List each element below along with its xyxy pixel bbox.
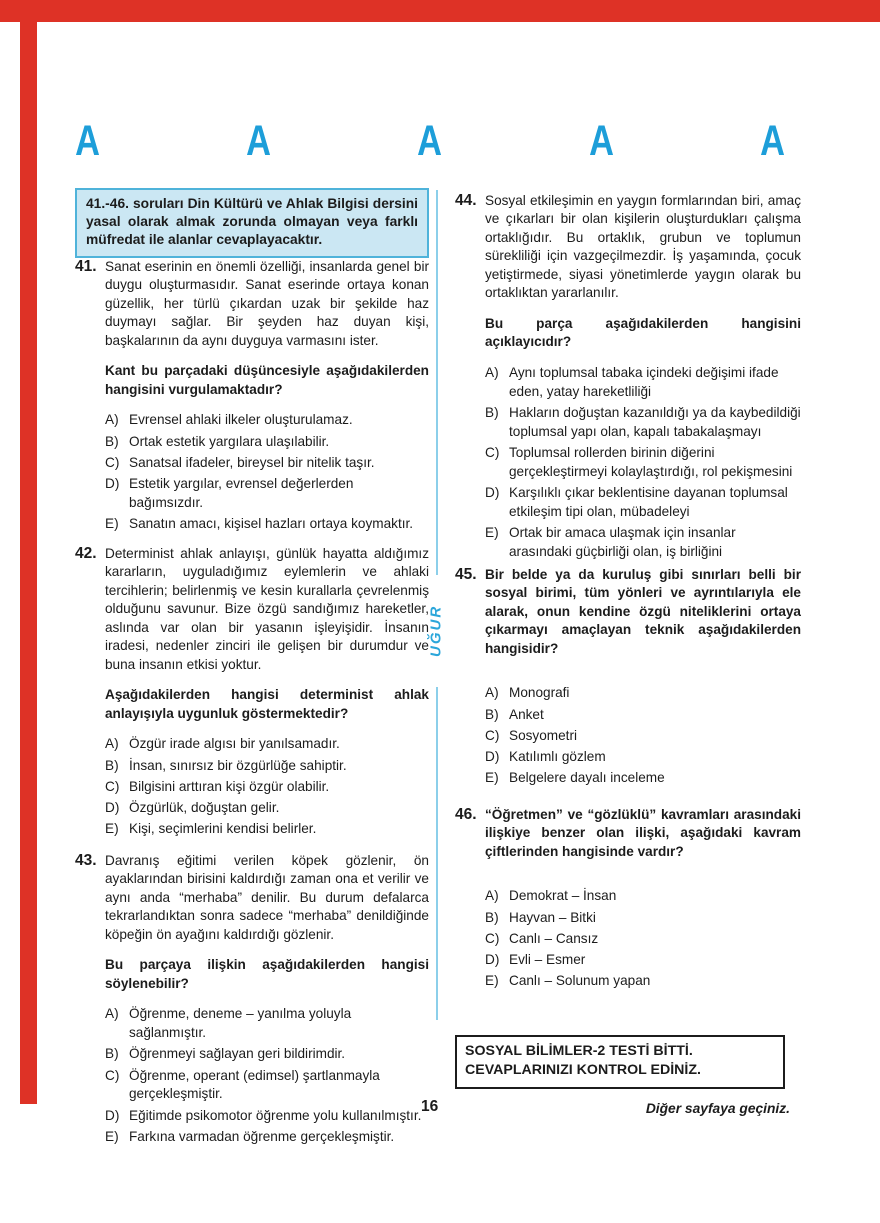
option-b (105, 757, 429, 776)
option-text: Evli – Esmer (509, 952, 586, 968)
question-46 (455, 806, 801, 994)
option-text: Öğrenme, deneme – yanılma yoluyla sağlanmıştır. (129, 1006, 352, 1041)
option-d (105, 1107, 429, 1126)
option-a (485, 887, 801, 906)
option-e (105, 515, 429, 534)
question-number: 42. (75, 545, 97, 562)
option-text: Sosyometri (509, 727, 577, 743)
question-number: 45. (455, 566, 477, 583)
question-41 (75, 258, 429, 536)
option-text: Öğrenme, operant (edimsel) şartlanmayla gerçekleşmiştir. (129, 1067, 380, 1102)
option-text: Demokrat – İnsan (509, 888, 617, 904)
option-d (485, 951, 801, 970)
end-of-test-line2: CEVAPLARINIZI KONTROL EDİNİZ. (465, 1062, 701, 1079)
option-text: Özgür irade algısı bir yanılsamadır. (129, 736, 340, 752)
option-letter: B) (105, 433, 119, 449)
option-text: Anket (509, 706, 544, 722)
option-c (485, 727, 801, 746)
question-prompt: Bu parça aşağıdakilerden hangisini açıklayıcıdır? (485, 315, 801, 350)
option-text: Canlı – Solunum yapan (509, 973, 651, 989)
option-b (105, 1045, 429, 1064)
option-letter: E) (485, 770, 499, 786)
option-letter: E) (485, 524, 499, 540)
option-letter: B) (485, 706, 499, 722)
option-letter: A) (485, 364, 499, 380)
option-text: Özgürlük, doğuştan gelir. (129, 800, 280, 816)
option-c (105, 1067, 429, 1105)
end-of-test-box (455, 1035, 785, 1089)
option-c (485, 930, 801, 949)
option-a (105, 1005, 429, 1043)
options-list (485, 364, 801, 562)
question-45 (455, 566, 801, 791)
question-prompt: Aşağıdakilerden hangisi determinist ahlak anlayışıyla uygunluk göstermektedir? (105, 687, 429, 721)
option-b (485, 909, 801, 928)
option-a (105, 735, 429, 754)
question-stem: Determinist ahlak anlayışı, günlük hayatta aldığımız kararların, uyguladığımız eylemlerin ve ahlaki tercihlerin; belirlenmiş ve kesin kurallarla çevrelenmiş olduğunu savunur. Bize özgü sandığımız hareketler, aslında var olan bir yasanın işleyişidir. İnsanın iradesi, nedenler zinciri ile gelişen bir durumdur ve buna insanın etkisi yoktur. (105, 546, 429, 672)
option-d (105, 799, 429, 818)
option-text: Belgelere dayalı inceleme (509, 770, 665, 786)
option-e (485, 769, 801, 788)
option-text: Monografi (509, 685, 570, 701)
option-letter: A) (105, 736, 119, 752)
form-letter-row (72, 117, 788, 165)
form-letter-a: A (588, 117, 614, 165)
option-text: Ortak estetik yargılara ulaşılabilir. (129, 433, 330, 449)
option-letter: C) (105, 778, 120, 794)
option-letter: D) (485, 484, 500, 500)
form-letter-a: A (75, 117, 100, 165)
question-number: 43. (75, 852, 97, 869)
option-letter: A) (105, 412, 119, 428)
option-text: Katılımlı gözlem (509, 749, 606, 765)
option-letter: D) (485, 749, 500, 765)
question-44 (455, 192, 801, 564)
option-text: İnsan, sınırsız bir özgürlüğe sahiptir. (129, 757, 347, 773)
option-text: Kişi, seçimlerini kendisi belirler. (129, 821, 317, 837)
option-e (105, 1128, 429, 1147)
question-number: 46. (455, 806, 477, 823)
option-text: Sanatsal ifadeler, bireysel bir nitelik taşır. (129, 454, 375, 470)
options-list (485, 684, 801, 788)
option-letter: D) (105, 476, 120, 492)
option-e (105, 820, 429, 839)
question-stem: “Öğretmen” ve “gözlüklü” kavramları arasındaki ilişkiye benzer olan ilişki, aşağıdaki kavram çiftlerinden hangisinde vardır? (485, 807, 801, 859)
question-43 (75, 852, 429, 1149)
question-stem: Sanat eserinin en önemli özelliği, insanlarda genel bir duygu oluşturmasıdır. Sanat eserinde ortaya konan güzellik, her türlü çıkardan uzak bir şekilde haz duymayı sağlar. Bir şeyden haz duyan kişi, başkalarının da aynı duyguya varmasını ister. (105, 259, 429, 348)
option-letter: A) (485, 685, 499, 701)
option-letter: C) (485, 444, 500, 460)
option-letter: B) (105, 757, 119, 773)
question-stem: Sosyal etkileşimin en yaygın formlarından biri, amaç ve çıkarları bir olan kişilerin oluşturdukları çalışma ortaklığıdır. Bu ortaklık, grubun ve toplumun sürekliliği için vazgeçilmezdir. İş yaşamında, çocuk yetiştirmede, siyasi yönetimlerde yaygın olarak bu ortaklıktan yararlanılır. (485, 193, 801, 301)
option-text: Ortak bir amaca ulaşmak için insanlar arasındaki güçbirliği olan, iş birliğini (509, 524, 736, 559)
options-list (105, 1005, 429, 1146)
option-text: Eğitimde psikomotor öğrenme yolu kullanılmıştır. (129, 1107, 422, 1123)
option-letter: C) (105, 1067, 120, 1083)
option-letter: A) (485, 888, 499, 904)
question-stem: Davranış eğitimi verilen köpek gözlenir, ön ayaklarından birisini kaldırdığı zaman ona et verilir ve aynı anda “merhaba” denilir. Bu durum defalarca tekrarlandıktan sonra sadece “merhaba” denildiğinde köpeğin ön ayağını kaldırdığı gözlenir. (105, 853, 429, 942)
end-of-test-line1: SOSYAL BİLİMLER-2 TESTİ BİTTİ. (465, 1043, 693, 1059)
option-c (105, 454, 429, 473)
option-text: Canlı – Cansız (509, 930, 599, 946)
option-text: Estetik yargılar, evrensel değerlerden bağımsızdır. (129, 476, 354, 510)
option-text: Sanatın amacı, kişisel hazları ortaya koymaktır. (129, 516, 414, 532)
continue-note: Diğer sayfaya geçiniz. (645, 1101, 790, 1116)
option-a (485, 684, 801, 703)
option-c (485, 444, 801, 482)
option-text: Hayvan – Bitki (509, 909, 596, 925)
option-text: Farkına varmadan öğrenme gerçekleşmiştir. (129, 1128, 395, 1144)
publisher-watermark: UĞUR (420, 575, 452, 687)
option-letter: D) (105, 800, 120, 816)
option-letter: E) (105, 516, 119, 532)
option-c (105, 778, 429, 797)
instruction-box: 41.-46. soruları Din Kültürü ve Ahlak Bilgisi dersini yasal olarak almak zorunda olmayan veya farklı müfredat ile alanlar cevaplayacaktır. (75, 188, 429, 258)
option-letter: A) (105, 1006, 119, 1022)
option-a (485, 364, 801, 402)
scan-edge-top (0, 0, 880, 22)
option-text: Öğrenmeyi sağlayan geri bildirimdir. (129, 1046, 346, 1062)
question-stem: Bir belde ya da kuruluş gibi sınırları belli bir sosyal birimi, tüm yönleri ve ayrıntılarıyla ele alarak, onun kendine özgü niteliklerini ortaya çıkarmayı amaçlayan teknik aşağıdakilerden hangisidir? (485, 567, 801, 656)
left-column (75, 188, 429, 1144)
option-b (485, 706, 801, 725)
option-d (105, 475, 429, 513)
option-text: Toplumsal rollerden birinin diğerini gerçekleştirmeyi kolaylaştırdığı, rol pekişmesini (509, 444, 793, 479)
option-text: Aynı toplumsal tabaka içindeki değişimi ifade eden, yatay hareketliliği (509, 364, 779, 399)
option-letter: C) (485, 727, 500, 743)
option-letter: B) (485, 909, 499, 925)
form-letter-a: A (417, 117, 443, 165)
question-number: 44. (455, 192, 477, 209)
page-number: 16 (421, 1098, 439, 1115)
option-d (485, 484, 801, 522)
question-prompt: Bu parçaya ilişkin aşağıdakilerden hangisi söylenebilir? (105, 957, 429, 991)
option-b (105, 433, 429, 452)
option-e (485, 524, 801, 562)
option-text: Evrensel ahlaki ilkeler oluşturulamaz. (129, 412, 353, 428)
form-letter-a: A (760, 117, 785, 165)
option-text: Karşılıklı çıkar beklentisine dayanan toplumsal etkileşim tipi olan, mübadeleyi (509, 484, 788, 519)
option-e (485, 972, 801, 991)
option-d (485, 748, 801, 767)
option-letter: D) (485, 952, 500, 968)
question-number: 41. (75, 258, 97, 275)
option-letter: D) (105, 1107, 120, 1123)
question-prompt: Kant bu parçadaki düşüncesiyle aşağıdakilerden hangisini vurgulamaktadır? (105, 363, 429, 397)
options-list (485, 887, 801, 991)
options-list (105, 735, 429, 839)
option-text: Hakların doğuştan kazanıldığı ya da kaybedildiği toplumsal yapı olan, kapalı tabakalaşmayı (509, 404, 801, 439)
option-letter: E) (105, 821, 119, 837)
option-letter: E) (485, 973, 499, 989)
option-letter: B) (485, 404, 499, 420)
scan-edge-left (20, 0, 37, 1104)
option-letter: B) (105, 1046, 119, 1062)
option-letter: C) (485, 930, 500, 946)
option-b (485, 404, 801, 442)
option-a (105, 411, 429, 430)
question-42 (75, 545, 429, 842)
options-list (105, 411, 429, 534)
option-letter: E) (105, 1128, 119, 1144)
form-letter-a: A (246, 117, 272, 165)
option-letter: C) (105, 454, 120, 470)
option-text: Bilgisini arttıran kişi özgür olabilir. (129, 778, 330, 794)
